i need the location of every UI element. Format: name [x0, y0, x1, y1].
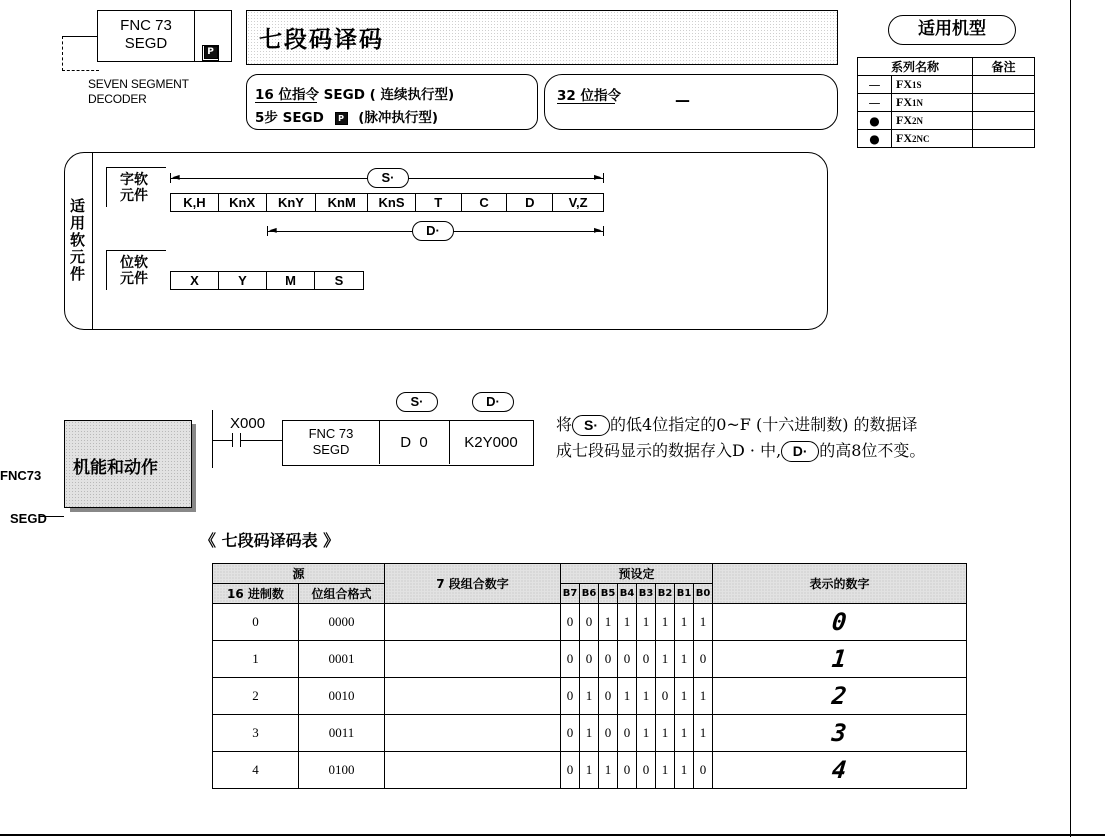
block-s-label: S· [396, 392, 438, 412]
operand-d: K2Y000 [464, 434, 518, 451]
bit-label-1: 位软 [120, 255, 148, 271]
instr16-box [246, 74, 538, 130]
side-code: FNC73 [0, 468, 42, 483]
table-row [213, 678, 967, 715]
model-name: FX1S [892, 76, 973, 94]
cell-bit: 0 [618, 752, 637, 789]
cell-bits: 0001 [299, 641, 385, 678]
cell-bit: 1 [580, 678, 599, 715]
seven-seg-digit: 0 [830, 608, 849, 636]
cell-bit: 1 [637, 715, 656, 752]
cell-bit: 0 [561, 604, 580, 641]
table-caption: 《 七段码译码表 》 [200, 531, 340, 550]
h-display: 表示的数字 [713, 564, 967, 604]
cell-combo [385, 604, 561, 641]
word-device: V,Z [568, 195, 588, 210]
h-hex: 16 进制数 [213, 584, 299, 604]
seven-seg-digit: 1 [830, 645, 849, 673]
cell-bit: 1 [694, 678, 713, 715]
cell-bit: 0 [656, 678, 675, 715]
block-d-label: D· [472, 392, 514, 412]
seven-seg-digit: 3 [830, 719, 849, 747]
h-bit: B0 [694, 584, 713, 604]
word-device: K,H [171, 194, 219, 211]
models-col-series: 系列名称 [858, 58, 973, 76]
bit-device: Y [219, 272, 267, 289]
cell-combo [385, 641, 561, 678]
cell-display [713, 752, 967, 789]
word-device-row [170, 193, 604, 212]
model-note [973, 130, 1035, 148]
bit-device: X [171, 272, 219, 289]
cell-bit: 1 [580, 715, 599, 752]
word-device: T [416, 194, 462, 211]
cell-bit: 0 [618, 715, 637, 752]
h-preset: 预设定 [561, 564, 713, 584]
word-device: KnS [368, 194, 416, 211]
table-row [213, 715, 967, 752]
cell-bit: 0 [618, 641, 637, 678]
model-name: FX1N [892, 94, 973, 112]
cell-bits: 0100 [299, 752, 385, 789]
desc-2b: 的高8位不变。 [819, 441, 926, 460]
cell-bit: 0 [580, 641, 599, 678]
cell-bits: 0010 [299, 678, 385, 715]
block-fnc: FNC 73 [308, 426, 354, 441]
cell-bit: 1 [637, 678, 656, 715]
models-title: 适用机型 [888, 15, 1016, 45]
word-device: C [462, 194, 508, 211]
h-bit: B3 [637, 584, 656, 604]
s-operand-label: S· [367, 168, 409, 188]
section-title-box [64, 420, 192, 508]
instr16-line2a: 5步 SEGD [255, 110, 324, 126]
page-title: 七段码译码 [259, 27, 384, 53]
english-name-2: DECODER [88, 92, 147, 106]
h-source: 源 [213, 564, 385, 584]
pulse-badge: P [204, 46, 218, 59]
cell-hex: 0 [213, 604, 299, 641]
table-row [213, 604, 967, 641]
model-note [973, 112, 1035, 130]
model-mark: ● [858, 130, 892, 148]
instr32-box [544, 74, 838, 130]
h-bit: B1 [675, 584, 694, 604]
cell-bit: 1 [580, 752, 599, 789]
fnc-name: SEGD [124, 35, 168, 52]
instr32-value: — [675, 91, 690, 109]
contact-label: X000 [230, 415, 266, 432]
cell-hex: 4 [213, 752, 299, 789]
models-col-note: 备注 [973, 58, 1035, 76]
table-row [213, 641, 967, 678]
page-right-rule [1070, 0, 1071, 837]
section-title: 机能和动作 [73, 458, 158, 478]
word-label-1: 字软 [120, 172, 148, 188]
cell-bit: 0 [599, 715, 618, 752]
page-bottom-rule [0, 834, 1105, 836]
cell-bit: 1 [675, 604, 694, 641]
instr16-line1: 16 位指令 SEGD ( 连续执行型) [255, 87, 455, 103]
h-bits: 位组合格式 [299, 584, 385, 604]
cell-combo [385, 678, 561, 715]
cell-bit: 0 [637, 641, 656, 678]
cell-combo [385, 715, 561, 752]
pulse-badge-small: P [335, 112, 348, 125]
model-note [973, 94, 1035, 112]
word-device: D [507, 194, 553, 211]
cell-bit: 0 [561, 641, 580, 678]
word-label-2: 元件 [120, 188, 148, 204]
bit-label-2: 元件 [120, 271, 148, 287]
cell-bit: 1 [694, 604, 713, 641]
model-mark: — [858, 76, 892, 94]
cell-bits: 0011 [299, 715, 385, 752]
bit-device-row [170, 271, 364, 290]
cell-bit: 1 [618, 678, 637, 715]
d-operand-label: D· [412, 221, 454, 241]
cell-bit: 0 [561, 752, 580, 789]
cell-bit: 0 [580, 604, 599, 641]
cell-bit: 0 [599, 641, 618, 678]
cell-bit: 0 [561, 678, 580, 715]
cell-hex: 1 [213, 641, 299, 678]
model-mark: — [858, 94, 892, 112]
table-row [213, 752, 967, 789]
cell-bit: 1 [656, 641, 675, 678]
h-bit: B2 [656, 584, 675, 604]
cell-hex: 3 [213, 715, 299, 752]
desc-2a: 成七段码显示的数据存入D · 中, [556, 441, 782, 460]
desc-1a: 将 [556, 415, 573, 434]
fnc-code: FNC 73 [120, 17, 172, 34]
instr32-label: 32 位指令 [557, 88, 621, 104]
instr16-line2b: (脉冲执行型) [358, 110, 439, 126]
cell-bit: 1 [656, 715, 675, 752]
cell-display [713, 678, 967, 715]
side-name: SEGD [10, 511, 47, 526]
model-note [973, 76, 1035, 94]
cell-bit: 0 [637, 752, 656, 789]
title-box [246, 10, 838, 65]
cell-bit: 1 [599, 604, 618, 641]
cell-display [713, 715, 967, 752]
cell-bit: 0 [561, 715, 580, 752]
h-bit: B6 [580, 584, 599, 604]
cell-hex: 2 [213, 678, 299, 715]
operand-s: D 0 [379, 421, 450, 464]
cell-bit: 1 [618, 604, 637, 641]
seven-seg-digit: 4 [830, 756, 849, 784]
h-combo: 7 段组合数字 [385, 564, 561, 604]
cell-bit: 1 [675, 641, 694, 678]
model-mark: ● [858, 112, 892, 130]
cell-combo [385, 752, 561, 789]
model-name: FX2N [892, 112, 973, 130]
cell-bit: 1 [599, 752, 618, 789]
models-table [857, 57, 1035, 148]
cell-bit: 0 [599, 678, 618, 715]
desc-d-label: D· [781, 441, 819, 462]
instruction-block [282, 420, 534, 466]
cell-bit: 1 [656, 752, 675, 789]
cell-bits: 0000 [299, 604, 385, 641]
cell-bit: 1 [675, 715, 694, 752]
bit-device: M [267, 272, 315, 289]
cell-bit: 1 [675, 678, 694, 715]
desc-s-label: S· [572, 415, 610, 436]
seven-seg-digit: 2 [830, 682, 849, 710]
english-name-1: SEVEN SEGMENT [88, 77, 189, 91]
model-name: FX2NC [892, 130, 973, 148]
word-device: KnY [267, 194, 317, 211]
cell-display [713, 641, 967, 678]
desc-1b: 的低4位指定的0~F (十六进制数) 的数据译 [610, 415, 918, 434]
cell-bit: 1 [656, 604, 675, 641]
block-name: SEGD [312, 442, 350, 457]
h-bit: B4 [618, 584, 637, 604]
cell-bit: 1 [694, 715, 713, 752]
word-device: KnM [316, 194, 368, 211]
h-bit: B5 [599, 584, 618, 604]
h-bit: B7 [561, 584, 580, 604]
cell-bit: 1 [675, 752, 694, 789]
fnc-code-box [97, 10, 232, 62]
cell-display [713, 604, 967, 641]
cell-bit: 0 [694, 752, 713, 789]
seven-segment-table [212, 563, 967, 789]
dashed-corner [62, 36, 99, 71]
devices-side-label: 适用软元件 [70, 197, 86, 283]
cell-bit: 1 [637, 604, 656, 641]
cell-bit: 0 [694, 641, 713, 678]
bit-device: S [334, 273, 344, 288]
word-device: KnX [219, 194, 267, 211]
